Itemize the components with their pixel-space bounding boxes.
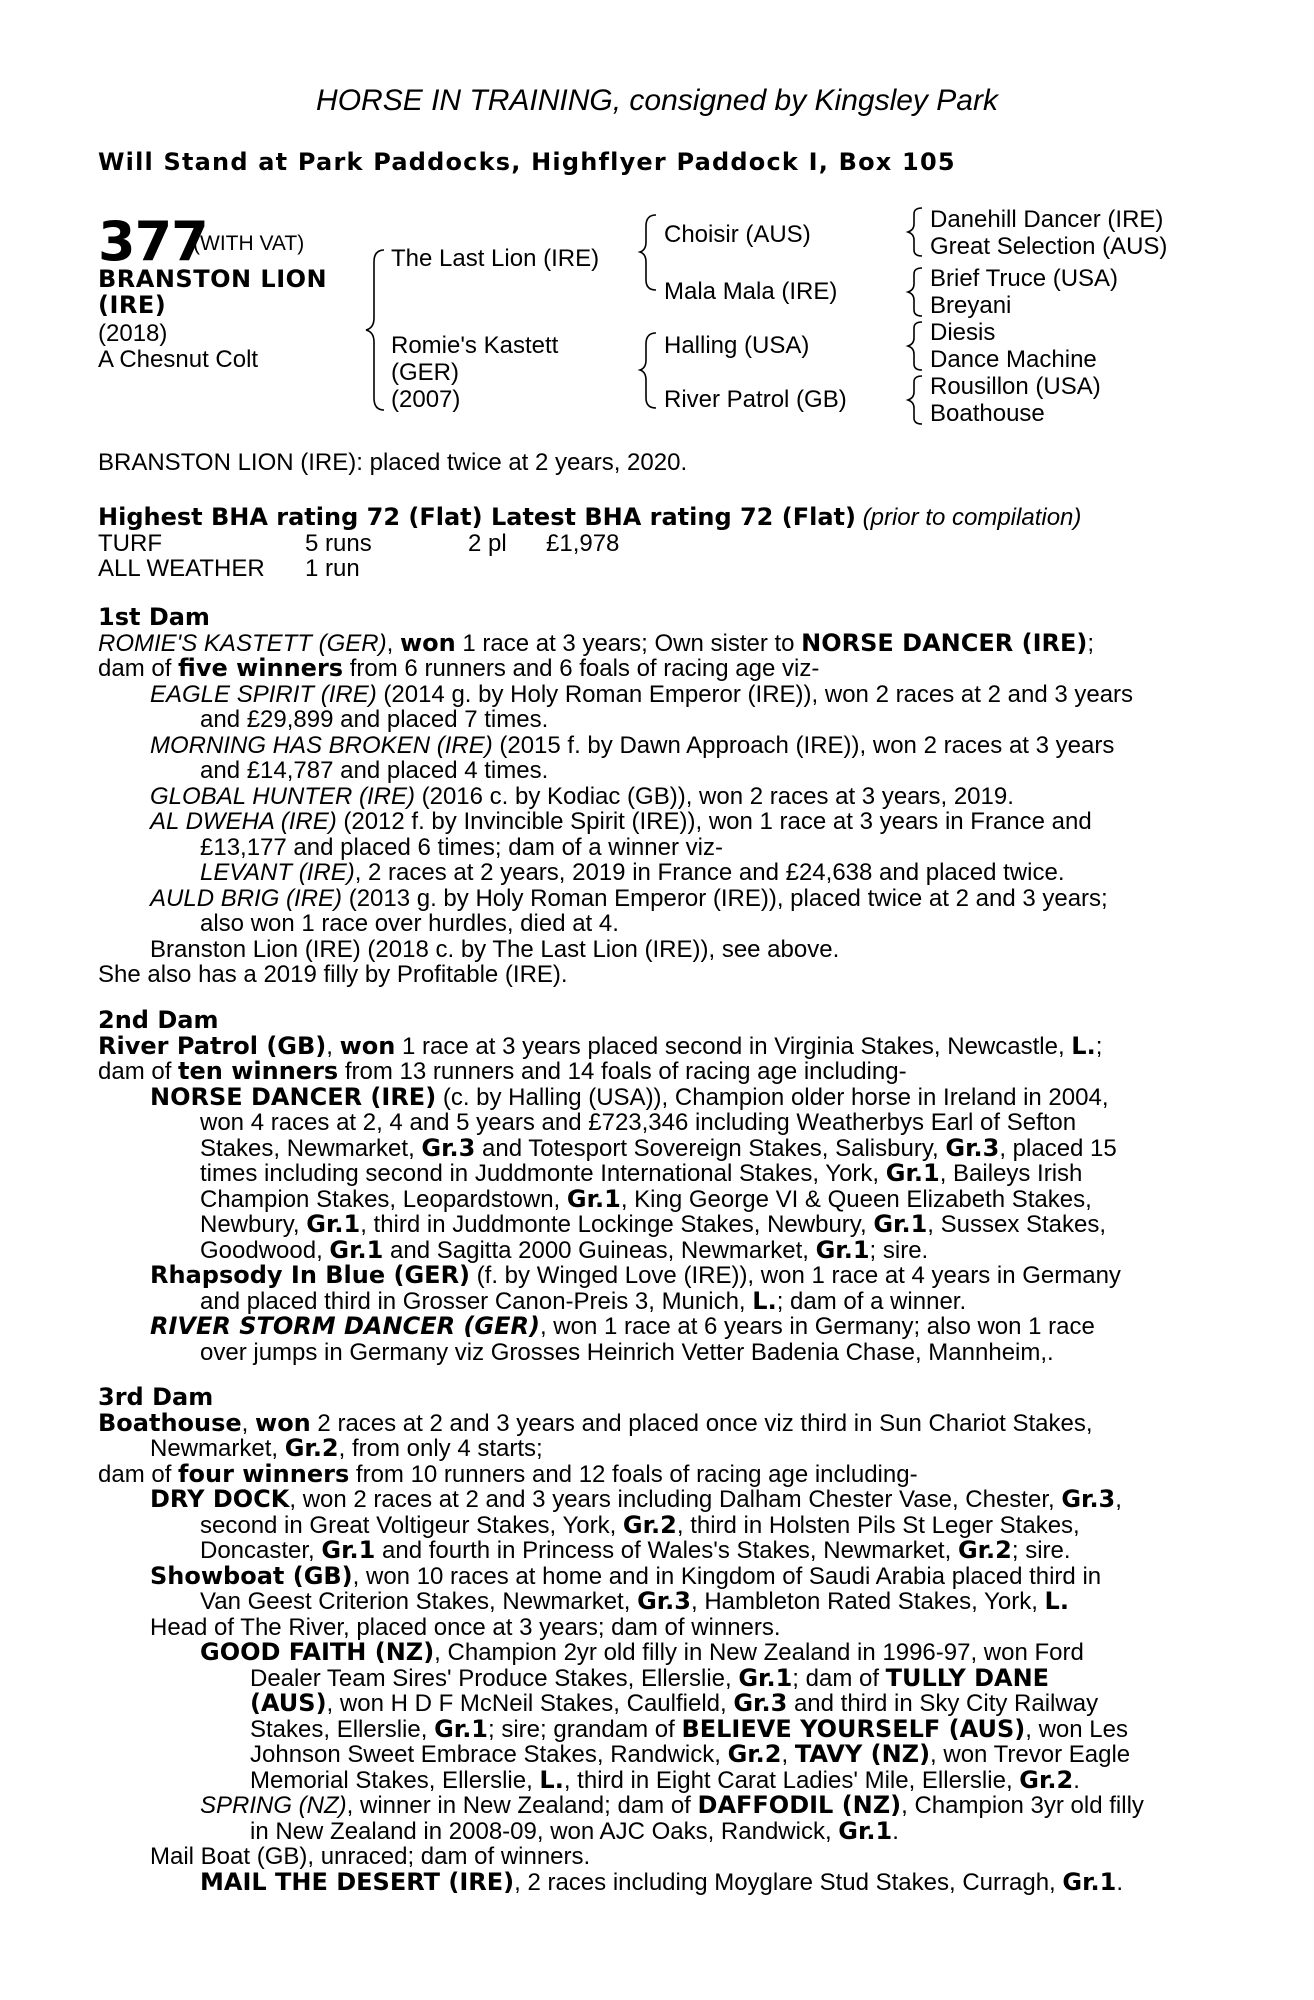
pedigree-ggs-2: Great Selection (AUS) [930,233,1168,260]
text: Stakes, Ellerslie, [250,1715,435,1743]
text: dam of [98,1460,179,1488]
first-dam-section [98,605,1202,988]
text: , won Les [1025,1715,1128,1743]
horse-ref: EAGLE SPIRIT (IRE) [150,680,377,708]
grade: Gr.3 [945,1133,1000,1162]
produce-entry-cont [98,1133,1202,1162]
section-heading: 1st Dam [98,603,210,631]
text: ; dam of a winner. [776,1287,967,1315]
produce-entry-cont [98,1816,1202,1845]
ratings-note: (prior to compilation) [862,504,1082,531]
pedigree-ggs-7: Rousillon (USA) [930,373,1101,400]
text-bold: ten winners [178,1057,339,1085]
text: , Hambleton Rated Stakes, York, [691,1588,1045,1615]
horse-ref: TULLY DANE [885,1663,1050,1692]
produce-entry [98,1640,1202,1666]
produce-entry [98,809,1202,835]
pedigree-granddam-1: Mala Mala (IRE) [664,278,838,305]
text: Goodwood, [200,1236,330,1264]
horse-ref: RIVER STORM DANCER (GER) [150,1312,540,1340]
third-dam-section [98,1385,1202,1895]
text: 2 races at 2 and 3 years and placed once viz third in Sun Chariot Stakes, [310,1409,1093,1437]
text: , winner in New Zealand; dam of [346,1792,698,1819]
grade: Gr.3 [421,1133,476,1162]
produce-entry-cont [98,1235,1202,1264]
grade: Gr.1 [434,1714,489,1743]
produce-entry [98,886,1202,912]
pedigree-grandsire-1: Choisir (AUS) [664,221,811,248]
grade: Gr.2 [622,1510,677,1539]
grade: Gr.1 [885,1159,940,1187]
text-bold: won [255,1408,311,1437]
produce-note: She also has a 2019 filly by Profitable (IRE). [98,961,568,988]
pedigree-dam-name: Romie's Kastett [391,332,559,359]
horse-ref: Rhapsody In Blue (GER) [150,1261,471,1289]
produce-entry [98,1314,1202,1340]
produce-entry: Head of The River, placed once at 3 years; dam of winners. [150,1613,781,1641]
text: , from only 4 starts; [338,1435,543,1462]
text: , [781,1741,795,1768]
text: , won 10 races at home and in Kingdom of Saudi Arabia placed third in [352,1562,1102,1590]
grade: Gr.1 [321,1536,376,1564]
produce-entry-cont [98,1286,1202,1315]
text: . [892,1817,899,1845]
produce-entry [98,1263,1202,1289]
pedigree-ggs-5: Diesis [930,319,996,346]
pedigree-sire: The Last Lion (IRE) [391,245,600,272]
text: , [386,629,400,657]
text: from 13 runners and 14 foals of racing age including- [338,1058,907,1085]
produce-entry [98,860,1202,886]
record-surface: TURF [98,529,162,557]
dam-name: River Patrol (GB) [98,1031,327,1060]
grade: Gr.3 [733,1689,788,1717]
produce-entry [98,1487,1202,1513]
text: (c. by Halling (USA)), Champion older horse in Ireland in 2004, [436,1083,1109,1111]
produce-entry-cont: and £14,787 and placed 4 times. [200,757,549,784]
text: 1 race at 3 years; Own sister to [455,629,802,657]
horse-ref: LEVANT (IRE) [200,859,355,886]
produce-entry: Mail Boat (GB), unraced; dam of winners. [150,1843,591,1870]
text: Champion Stakes, Leopardstown, [200,1185,567,1213]
text: times including second in Juddmonte International Stakes, York, [200,1160,886,1187]
text: and placed third in Grosser Canon-Preis 3, Munich, [200,1287,753,1315]
text: and third in Sky City Railway [787,1690,1099,1717]
record-prize: £1,978 [546,529,620,557]
text: (2016 c. by Kodiac (GB)), won 2 races at 3 years, 2019. [414,782,1014,810]
text-bold: four winners [178,1459,350,1488]
grade: Gr.1 [738,1663,793,1692]
dam-name: ROMIE'S KASTETT (GER) [98,629,387,657]
text: , King George VI & Queen Elizabeth Stakes, [620,1185,1092,1213]
grade: Gr.1 [838,1816,893,1845]
text: in New Zealand in 2008-09, won AJC Oaks, Randwick, [250,1817,839,1845]
grade: Gr.1 [329,1235,384,1264]
grade: Gr.2 [284,1434,339,1462]
text: ; dam of [792,1664,886,1692]
produce-entry [98,1867,1202,1896]
horse-ref: AL DWEHA (IRE) [150,808,337,835]
dam-line [98,1459,1202,1488]
text: and Sagitta 2000 Guineas, Newmarket, [383,1236,816,1264]
text: (f. by Winged Love (IRE)), won 1 race at 4 years in Germany [470,1262,1121,1289]
text-bold: five winners [178,654,344,682]
grade: Gr.2 [957,1536,1012,1564]
text: , Sussex Stakes, [927,1211,1107,1238]
produce-entry-cont [98,1765,1202,1794]
grade: Gr.3 [637,1587,691,1615]
grade: Gr.2 [727,1740,782,1768]
dam-line [98,628,1202,657]
pedigree-ggs-1: Danehill Dancer (IRE) [930,206,1164,233]
record-runs: 5 runs [305,529,372,557]
produce-entry-cont [98,1212,1202,1238]
pedigree-ggs-6: Dance Machine [930,346,1097,373]
dam-line [98,1408,1202,1437]
text: , third in Holsten Pils St Leger Stakes, [676,1511,1080,1539]
text: , Champion 2yr old filly in New Zealand in 1996-97, won Ford [434,1639,1084,1666]
produce-entry: Branston Lion (IRE) (2018 c. by The Last Lion (IRE)), see above. [150,935,840,963]
text: Memorial Stakes, Ellerslie, [250,1766,540,1794]
record-placed: 2 pl [468,529,507,557]
text: 1 race at 3 years placed second in Virginia Stakes, Newcastle, [395,1032,1072,1060]
text: dam of [98,1058,179,1085]
text: Stakes, Newmarket, [200,1134,422,1162]
text: , Champion 3yr old filly [901,1792,1144,1819]
grade: Gr.1 [873,1210,928,1238]
horse-ref: NORSE DANCER (IRE) [150,1082,437,1111]
produce-entry-cont [98,1184,1202,1213]
horse-ref: AULD BRIG (IRE) [150,884,343,912]
horse-name: BRANSTON LION (IRE) [98,265,328,319]
stand-location: Will Stand at Park Paddocks, Highflyer Paddock I, Box 105 [98,148,956,176]
page-title: HORSE IN TRAINING, consigned by Kingsley Park [316,84,998,117]
produce-entry-cont [98,1742,1202,1768]
produce-entry [98,1082,1202,1111]
produce-entry-cont [98,1714,1202,1743]
horse-ref: SPRING (NZ) [200,1792,347,1819]
text: (2012 f. by Invincible Spirit (IRE)), won 1 race at 3 years in France and [336,808,1092,835]
record-row [98,531,1202,557]
grade: L. [1044,1587,1069,1615]
produce-entry-cont [98,1510,1202,1539]
text: dam of [98,655,179,682]
text: (2014 g. by Holy Roman Emperor (IRE)), won 2 races at 2 and 3 years [376,680,1134,708]
ratings-block [98,505,1202,582]
text: Newbury, [200,1211,307,1238]
horse-ref: MORNING HAS BROKEN (IRE) [150,731,493,759]
horse-ref: BELIEVE YOURSELF (AUS) [681,1714,1026,1743]
produce-entry-cont: also won 1 race over hurdles, died at 4. [200,910,619,937]
horse-ref: TAVY (NZ) [794,1740,931,1768]
text: , [241,1409,256,1437]
lot-number: 377 [98,210,208,273]
summary-block [98,450,1202,476]
text: , placed 15 [999,1134,1117,1162]
grade: L. [539,1765,564,1794]
pedigree-dam-country: (GER) [391,359,459,386]
produce-entry-cont: over jumps in Germany viz Grosses Heinrich Vetter Badenia Chase, Mannheim,. [200,1338,1054,1366]
produce-entry-cont: £13,177 and placed 6 times; dam of a winner viz- [200,833,723,861]
text: . [1073,1766,1080,1794]
text: and fourth in Princess of Wales's Stakes, Newmarket, [375,1537,958,1564]
horse-ref: MAIL THE DESERT (IRE) [200,1867,515,1896]
produce-entry-cont [98,1663,1202,1692]
text: from 10 runners and 12 foals of racing age including- [349,1460,918,1488]
produce-entry [98,1793,1202,1819]
record-runs: 1 run [305,555,360,582]
horse-ref: (AUS) [250,1689,327,1717]
horse-description: A Chesnut Colt [98,346,259,373]
text: from 6 runners and 6 foals of racing age viz- [343,655,820,682]
grade: Gr.1 [815,1235,870,1264]
text: , [326,1032,340,1060]
grade: Gr.1 [1062,1867,1117,1896]
grade: Gr.1 [566,1184,621,1213]
pedigree-ggs-3: Brief Truce (USA) [930,265,1119,292]
text: second in Great Voltigeur Stakes, York, [200,1511,623,1539]
grade: L. [752,1286,777,1315]
grade: L. [1071,1031,1096,1060]
horse-ref: GOOD FAITH (NZ) [200,1638,435,1666]
text: (2015 f. by Dawn Approach (IRE)), won 2 races at 3 years [492,731,1115,759]
record-row [98,556,1202,582]
text-bold: won [399,628,456,657]
horse-ref: DRY DOCK [150,1485,290,1513]
dam-name: Boathouse [98,1408,242,1437]
pedigree-ggs-8: Boathouse [930,400,1045,427]
text: and Totesport Sovereign Stakes, Salisbury, [475,1134,946,1162]
pedigree-grandsire-2: Halling (USA) [664,332,810,359]
text: Van Geest Criterion Stakes, Newmarket, [200,1588,638,1615]
text: , won Trevor Eagle [930,1741,1131,1768]
produce-entry-cont [98,1538,1202,1564]
text: , 2 races at 2 years, 2019 in France and £24,638 and placed twice. [354,859,1065,886]
produce-entry [98,682,1202,708]
text: Newmarket, [150,1435,285,1462]
horse-year: (2018) [98,320,168,347]
dam-line [98,1436,1202,1462]
horse-ref: GLOBAL HUNTER (IRE) [150,782,415,810]
record-surface: ALL WEATHER [98,555,265,582]
text: , third in Juddmonte Lockinge Stakes, Newbury, [360,1211,874,1238]
grade: Gr.2 [1019,1765,1074,1794]
ratings-text: Highest BHA rating 72 (Flat) Latest BHA rating 72 (Flat) [98,503,856,531]
produce-entry [98,1561,1202,1590]
text: ; sire. [1011,1537,1071,1564]
race-summary: BRANSTON LION (IRE): placed twice at 2 years, 2020. [98,449,688,476]
dam-line [98,656,1202,682]
produce-entry-cont: won 4 races at 2, 4 and 5 years and £723,346 including Weatherbys Earl of Sefton [200,1109,1077,1136]
text: Doncaster, [200,1537,322,1564]
horse-ref: Showboat (GB) [150,1561,353,1590]
section-heading: 3rd Dam [98,1383,214,1411]
text: , won H D F McNeil Stakes, Caulfield, [326,1690,734,1717]
text: ; [1087,629,1095,657]
horse-ref: NORSE DANCER (IRE) [801,628,1088,657]
produce-entry [98,784,1202,810]
text: Dealer Team Sires' Produce Stakes, Ellerslie, [250,1664,739,1692]
text-bold: won [339,1031,396,1060]
ratings-line [98,505,1202,531]
dam-line [98,1059,1202,1085]
dam-line [98,1031,1202,1060]
text: , Baileys Irish [939,1160,1083,1187]
produce-entry-cont: and £29,899 and placed 7 times. [200,706,549,733]
text: ; sire. [869,1236,929,1264]
text: , won 2 races at 2 and 3 years including Dalham Chester Vase, Chester, [289,1486,1062,1513]
second-dam-section [98,1008,1202,1365]
text: (2013 g. by Holy Roman Emperor (IRE)), placed twice at 2 and 3 years; [342,884,1108,912]
pedigree-dam-year: (2007) [391,386,461,413]
text: ; sire; grandam of [488,1715,682,1743]
text: ; [1095,1032,1103,1060]
pedigree-ggs-4: Breyani [930,292,1012,319]
text: , [1115,1486,1122,1513]
text: , won 1 race at 6 years in Germany; also won 1 race [539,1313,1095,1340]
horse-ref: DAFFODIL (NZ) [697,1791,902,1819]
produce-entry-cont [98,1691,1202,1717]
text: , 2 races including Moyglare Stud Stakes, Curragh, [514,1868,1063,1896]
produce-entry-cont [98,1589,1202,1615]
text: . [1116,1868,1123,1896]
produce-entry [98,733,1202,759]
pedigree-dam [391,332,558,413]
grade: Gr.3 [1061,1485,1116,1513]
text: , third in Eight Carat Ladies' Mile, Ellerslie, [563,1766,1020,1794]
pedigree-granddam-2: River Patrol (GB) [664,386,847,413]
vat-note: (WITH VAT) [193,232,305,255]
section-heading: 2nd Dam [98,1006,219,1034]
grade: Gr.1 [306,1210,361,1238]
text: Johnson Sweet Embrace Stakes, Randwick, [250,1741,728,1768]
produce-entry-cont [98,1161,1202,1187]
